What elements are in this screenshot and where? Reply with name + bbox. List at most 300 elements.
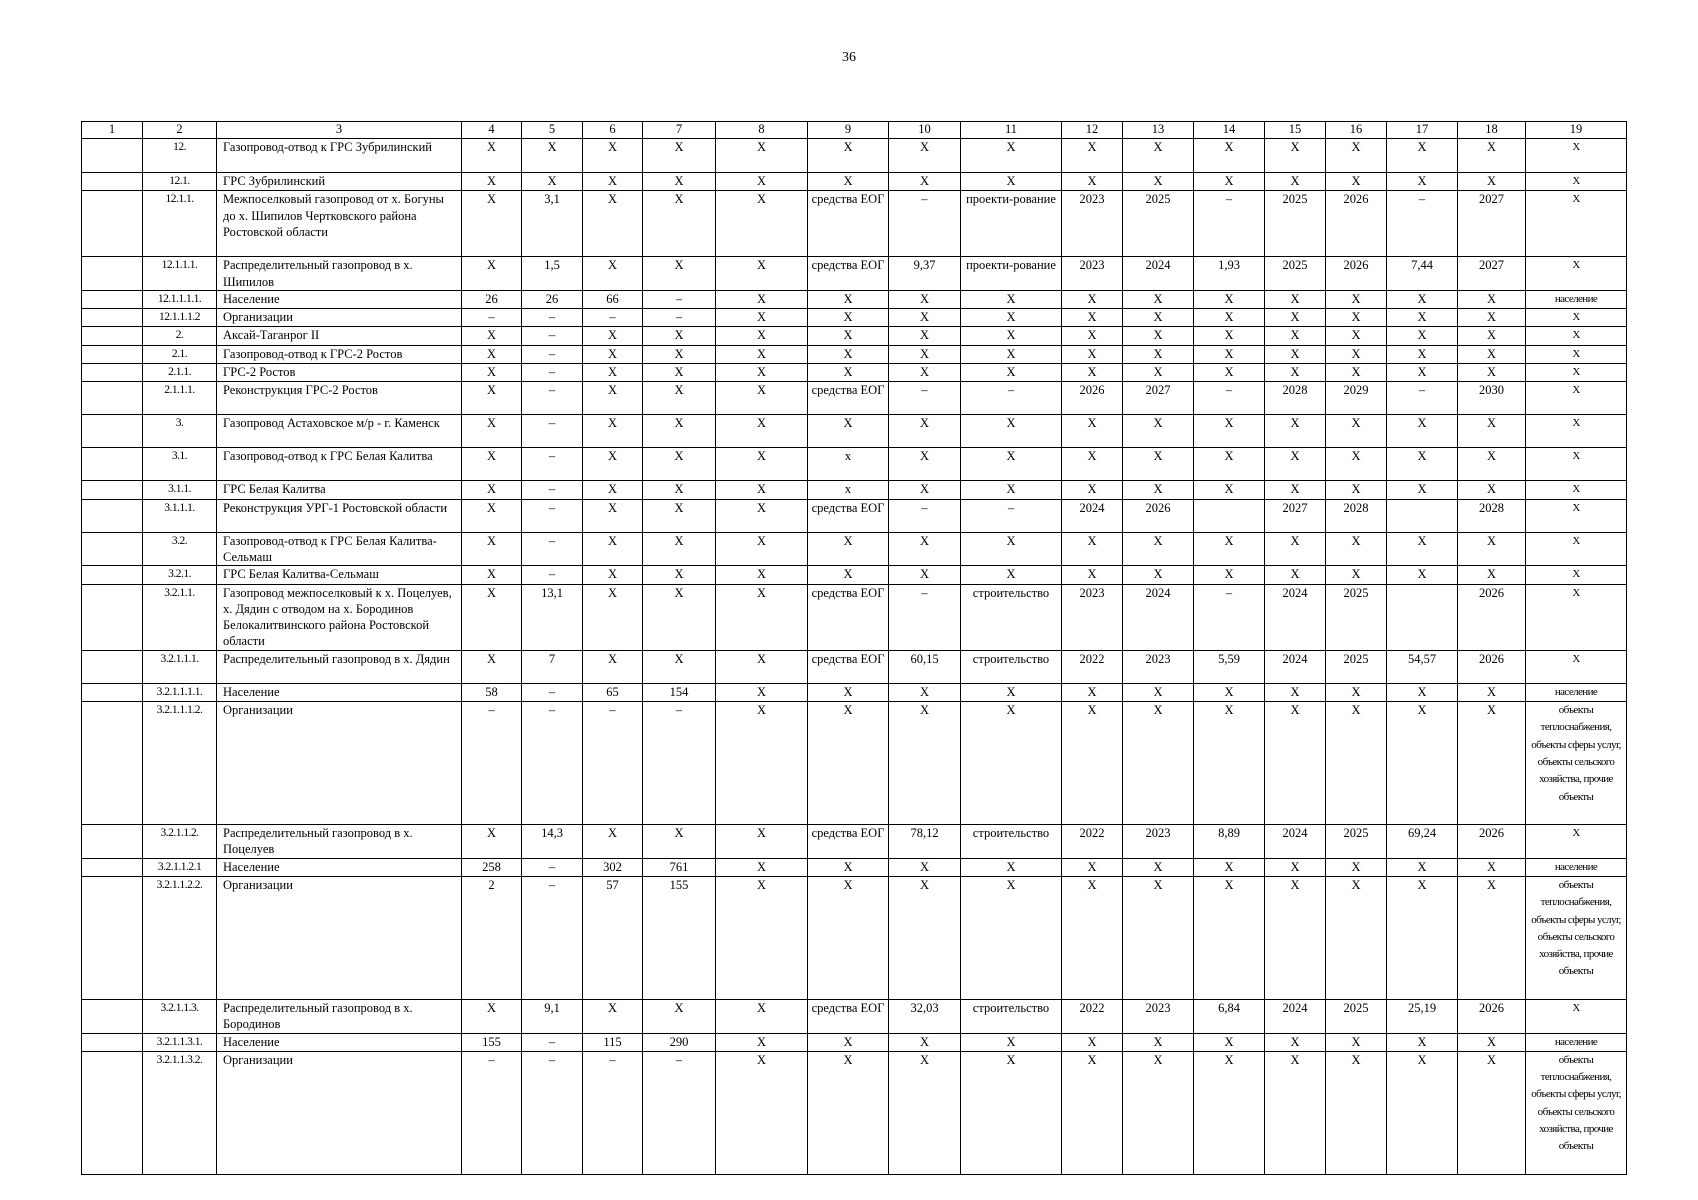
object-name-cell: Газопровод Астаховское м/р - г. Каменск — [217, 415, 462, 448]
consumer-category-cell: X — [1526, 327, 1627, 345]
table-cell: 1,5 — [522, 257, 583, 291]
row-code-cell: 3.2. — [143, 532, 217, 566]
table-cell: 60,15 — [889, 650, 961, 683]
table-cell: 7 — [522, 650, 583, 683]
table-cell: – — [462, 309, 522, 327]
table-cell: X — [961, 683, 1062, 701]
table-cell — [82, 257, 143, 291]
table-cell: 2023 — [1123, 825, 1194, 859]
table-cell: X — [583, 499, 643, 532]
row-code-cell: 3.1.1.1. — [143, 499, 217, 532]
table-cell: – — [1194, 382, 1265, 415]
table-cell: X — [1194, 309, 1265, 327]
gas-pipeline-table — [81, 121, 1627, 1175]
table-row — [82, 309, 1627, 327]
table-cell: X — [643, 825, 716, 859]
table-cell: X — [1326, 1051, 1387, 1174]
consumer-category-cell: X — [1526, 257, 1627, 291]
table-cell: 69,24 — [1387, 825, 1458, 859]
row-code-cell: 3.2.1.1.2.1 — [143, 858, 217, 876]
object-name-cell: Реконструкция УРГ-1 Ростовской области — [217, 499, 462, 532]
table-cell: – — [961, 499, 1062, 532]
table-cell: X — [462, 364, 522, 382]
table-cell: X — [1194, 858, 1265, 876]
table-cell — [82, 566, 143, 584]
table-cell: 2024 — [1123, 584, 1194, 650]
table-cell: 2024 — [1265, 825, 1326, 859]
table-cell: X — [716, 257, 808, 291]
row-code-cell: 3.2.1.1.1. — [143, 650, 217, 683]
consumer-category-cell: население — [1526, 683, 1627, 701]
table-cell: X — [716, 290, 808, 308]
table-cell: X — [808, 364, 889, 382]
table-cell: 6,84 — [1194, 999, 1265, 1033]
row-code-cell: 12. — [143, 139, 217, 173]
table-cell: X — [889, 345, 961, 363]
table-cell: X — [643, 415, 716, 448]
table-cell: X — [462, 139, 522, 173]
table-cell: 58 — [462, 683, 522, 701]
table-cell: X — [1265, 1033, 1326, 1051]
table-cell: – — [522, 364, 583, 382]
table-cell: X — [1194, 683, 1265, 701]
table-cell: X — [1123, 1051, 1194, 1174]
table-cell: 2025 — [1326, 825, 1387, 859]
table-cell: X — [1062, 683, 1123, 701]
table-row — [82, 702, 1627, 825]
table-cell: 65 — [583, 683, 643, 701]
table-cell: проекти-рование — [961, 257, 1062, 291]
row-code-cell: 12.1.1.1.1. — [143, 290, 217, 308]
table-cell: 3,1 — [522, 191, 583, 257]
table-cell: X — [961, 532, 1062, 566]
row-code-cell: 3.2.1.1. — [143, 584, 217, 650]
table-cell — [82, 309, 143, 327]
table-cell: – — [522, 566, 583, 584]
table-cell: X — [522, 173, 583, 191]
table-cell: X — [961, 345, 1062, 363]
table-row — [82, 499, 1627, 532]
table-cell: X — [808, 309, 889, 327]
consumer-category-cell: X — [1526, 999, 1627, 1033]
table-cell: средства ЕОГ — [808, 499, 889, 532]
table-cell: X — [1387, 290, 1458, 308]
consumer-category-cell: X — [1526, 415, 1627, 448]
table-cell: средства ЕОГ — [808, 382, 889, 415]
table-cell: X — [1387, 173, 1458, 191]
table-row — [82, 683, 1627, 701]
table-cell: X — [1326, 532, 1387, 566]
table-cell: средства ЕОГ — [808, 999, 889, 1033]
object-name-cell: Межпоселковый газопровод от х. Богуны до х. Шипилов Чертковского района Ростовской области — [217, 191, 462, 257]
table-cell: 2025 — [1123, 191, 1194, 257]
table-cell: 2023 — [1062, 257, 1123, 291]
table-cell: X — [643, 532, 716, 566]
table-cell: X — [1326, 290, 1387, 308]
table-cell: 9,1 — [522, 999, 583, 1033]
table-cell: X — [1194, 532, 1265, 566]
row-code-cell: 3.2.1.1.1.2. — [143, 702, 217, 825]
table-cell: – — [522, 683, 583, 701]
table-cell: X — [1326, 566, 1387, 584]
object-name-cell: Аксай-Таганрог II — [217, 327, 462, 345]
table-cell: средства ЕОГ — [808, 191, 889, 257]
row-code-cell: 2. — [143, 327, 217, 345]
table-cell: X — [1458, 566, 1526, 584]
table-cell: X — [1387, 345, 1458, 363]
table-cell: 2026 — [1458, 650, 1526, 683]
table-cell: X — [583, 825, 643, 859]
table-cell: – — [889, 499, 961, 532]
object-name-cell: ГРС Зубрилинский — [217, 173, 462, 191]
table-cell: X — [889, 1051, 961, 1174]
table-row — [82, 876, 1627, 999]
table-cell: 78,12 — [889, 825, 961, 859]
table-cell: X — [583, 532, 643, 566]
table-cell: X — [1123, 415, 1194, 448]
consumer-category-cell: X — [1526, 650, 1627, 683]
table-cell: X — [808, 702, 889, 825]
table-cell: X — [1123, 858, 1194, 876]
table-cell: X — [808, 566, 889, 584]
table-cell: X — [643, 257, 716, 291]
table-cell: X — [1326, 448, 1387, 481]
table-cell: X — [716, 415, 808, 448]
table-cell: 9,37 — [889, 257, 961, 291]
table-row — [82, 1033, 1627, 1051]
table-cell: 2030 — [1458, 382, 1526, 415]
table-cell: 2024 — [1123, 257, 1194, 291]
table-cell: X — [716, 345, 808, 363]
table-cell: 66 — [583, 290, 643, 308]
table-cell: 2026 — [1458, 999, 1526, 1033]
table-cell: X — [961, 290, 1062, 308]
table-cell — [82, 584, 143, 650]
table-cell: 2022 — [1062, 650, 1123, 683]
table-cell: X — [1123, 481, 1194, 499]
table-cell: средства ЕОГ — [808, 584, 889, 650]
table-cell: – — [643, 1051, 716, 1174]
table-cell: – — [462, 1051, 522, 1174]
table-cell: средства ЕОГ — [808, 650, 889, 683]
table-cell: X — [1194, 327, 1265, 345]
table-cell: 2026 — [1458, 584, 1526, 650]
row-code-cell: 3.2.1.1.2.2. — [143, 876, 217, 999]
table-cell: X — [716, 825, 808, 859]
consumer-category-cell: X — [1526, 584, 1627, 650]
table-cell: X — [1265, 683, 1326, 701]
consumer-category-cell: X — [1526, 825, 1627, 859]
table-cell: X — [1326, 309, 1387, 327]
table-cell: X — [583, 584, 643, 650]
table-cell: X — [716, 566, 808, 584]
table-cell — [82, 1051, 143, 1174]
table-cell: X — [1387, 481, 1458, 499]
table-cell — [82, 415, 143, 448]
table-cell: X — [1387, 876, 1458, 999]
table-cell: X — [716, 584, 808, 650]
table-cell: – — [643, 702, 716, 825]
row-code-cell: 12.1.1.1. — [143, 257, 217, 291]
table-cell: X — [1326, 327, 1387, 345]
table-cell: X — [808, 858, 889, 876]
consumer-category-cell: объекты теплоснабжения, объекты сферы услуг, объекты сельского хозяйства, прочие объекты — [1526, 702, 1627, 825]
consumer-category-cell: X — [1526, 448, 1627, 481]
table-cell: X — [462, 257, 522, 291]
table-cell: средства ЕОГ — [808, 257, 889, 291]
table-cell: X — [1123, 364, 1194, 382]
table-cell: 2025 — [1326, 999, 1387, 1033]
consumer-category-cell: население — [1526, 290, 1627, 308]
table-cell: X — [1387, 448, 1458, 481]
table-cell: X — [462, 584, 522, 650]
table-cell: X — [1062, 448, 1123, 481]
table-cell: X — [1265, 139, 1326, 173]
table-cell: X — [1458, 309, 1526, 327]
table-cell: X — [961, 448, 1062, 481]
table-cell: X — [1458, 290, 1526, 308]
table-cell: проекти-рование — [961, 191, 1062, 257]
object-name-cell: Газопровод-отвод к ГРС Белая Калитва — [217, 448, 462, 481]
row-code-cell: 3. — [143, 415, 217, 448]
table-cell — [82, 382, 143, 415]
table-cell: X — [889, 290, 961, 308]
object-name-cell: Распределительный газопровод в х. Бородинов — [217, 999, 462, 1033]
table-cell: X — [643, 139, 716, 173]
table-cell: X — [462, 448, 522, 481]
table-cell: X — [462, 415, 522, 448]
table-cell: – — [961, 382, 1062, 415]
table-cell: X — [462, 999, 522, 1033]
table-cell: X — [1123, 139, 1194, 173]
table-cell: 5,59 — [1194, 650, 1265, 683]
row-code-cell: 2.1. — [143, 345, 217, 363]
table-cell: X — [1387, 566, 1458, 584]
row-code-cell: 2.1.1. — [143, 364, 217, 382]
table-cell: X — [1458, 448, 1526, 481]
table-cell: X — [1123, 683, 1194, 701]
table-row — [82, 173, 1627, 191]
table-cell: X — [1265, 481, 1326, 499]
table-cell: X — [643, 481, 716, 499]
table-cell: X — [716, 650, 808, 683]
table-cell: 258 — [462, 858, 522, 876]
table-cell: X — [1387, 139, 1458, 173]
table-cell: X — [583, 650, 643, 683]
table-cell: X — [1387, 1033, 1458, 1051]
table-cell: X — [1265, 876, 1326, 999]
table-cell: 2026 — [1326, 257, 1387, 291]
table-cell: X — [1387, 1051, 1458, 1174]
table-cell: X — [1062, 1051, 1123, 1174]
consumer-category-cell: X — [1526, 345, 1627, 363]
object-name-cell: Население — [217, 1033, 462, 1051]
table-row — [82, 481, 1627, 499]
row-code-cell: 12.1.1.1.2 — [143, 309, 217, 327]
table-row — [82, 584, 1627, 650]
table-cell: X — [462, 499, 522, 532]
table-cell: X — [1458, 702, 1526, 825]
table-cell: строительство — [961, 584, 1062, 650]
table-cell: X — [1123, 876, 1194, 999]
table-cell: X — [716, 139, 808, 173]
table-cell: – — [1194, 191, 1265, 257]
table-cell: X — [1458, 858, 1526, 876]
table-cell: X — [808, 532, 889, 566]
table-cell: 2028 — [1326, 499, 1387, 532]
table-cell: X — [1458, 532, 1526, 566]
table-cell: X — [1265, 1051, 1326, 1174]
table-cell: X — [716, 327, 808, 345]
table-cell: X — [1123, 345, 1194, 363]
table-cell: X — [808, 327, 889, 345]
table-cell: X — [889, 532, 961, 566]
table-cell: X — [583, 481, 643, 499]
table-cell: 2026 — [1123, 499, 1194, 532]
table-cell: X — [1062, 481, 1123, 499]
table-cell: X — [716, 481, 808, 499]
table-cell: X — [1458, 415, 1526, 448]
table-cell: – — [522, 702, 583, 825]
table-cell: X — [716, 1051, 808, 1174]
table-cell: X — [961, 173, 1062, 191]
table-cell: X — [1062, 566, 1123, 584]
table-cell — [82, 139, 143, 173]
table-row — [82, 345, 1627, 363]
table-row — [82, 257, 1627, 291]
table-cell: X — [643, 382, 716, 415]
table-cell: X — [1062, 858, 1123, 876]
table-cell: X — [1062, 364, 1123, 382]
table-cell: X — [1326, 858, 1387, 876]
table-cell: – — [522, 448, 583, 481]
table-cell: X — [961, 309, 1062, 327]
table-cell: X — [1194, 415, 1265, 448]
table-cell: X — [1123, 309, 1194, 327]
table-cell: X — [961, 415, 1062, 448]
row-code-cell: 3.2.1.1.2. — [143, 825, 217, 859]
table-cell: X — [961, 876, 1062, 999]
table-row — [82, 327, 1627, 345]
table-cell: X — [961, 566, 1062, 584]
table-cell: X — [583, 364, 643, 382]
table-cell: 26 — [522, 290, 583, 308]
table-cell: X — [583, 382, 643, 415]
table-cell: X — [961, 702, 1062, 825]
table-cell: X — [889, 364, 961, 382]
table-cell: 302 — [583, 858, 643, 876]
table-cell: X — [716, 876, 808, 999]
table-cell: 2023 — [1062, 584, 1123, 650]
consumer-category-cell: X — [1526, 191, 1627, 257]
table-cell: – — [522, 309, 583, 327]
table-cell: 13,1 — [522, 584, 583, 650]
table-cell — [82, 448, 143, 481]
table-cell: X — [1194, 448, 1265, 481]
table-cell: 155 — [643, 876, 716, 999]
object-name-cell: Газопровод-отвод к ГРС-2 Ростов — [217, 345, 462, 363]
table-cell: X — [1387, 309, 1458, 327]
table-cell: X — [1194, 702, 1265, 825]
table-cell: X — [1123, 702, 1194, 825]
column-number-cell: 1 — [82, 122, 143, 139]
table-cell: X — [1387, 683, 1458, 701]
table-cell: X — [462, 345, 522, 363]
table-row — [82, 825, 1627, 859]
table-cell — [82, 650, 143, 683]
table-cell: – — [522, 532, 583, 566]
table-cell: средства ЕОГ — [808, 825, 889, 859]
table-cell: X — [716, 364, 808, 382]
table-cell: X — [1062, 309, 1123, 327]
object-name-cell: Газопровод межпоселковый к х. Поцелуев, х. Дядин с отводом на х. Бородинов Белокалитвинского района Ростовской области — [217, 584, 462, 650]
table-cell — [82, 327, 143, 345]
consumer-category-cell: население — [1526, 1033, 1627, 1051]
table-cell: X — [1387, 364, 1458, 382]
table-cell — [82, 481, 143, 499]
table-cell: 7,44 — [1387, 257, 1458, 291]
table-cell: X — [1326, 683, 1387, 701]
table-cell: X — [583, 139, 643, 173]
table-cell: X — [716, 173, 808, 191]
table-cell: 761 — [643, 858, 716, 876]
consumer-category-cell: X — [1526, 532, 1627, 566]
table-cell: X — [1326, 876, 1387, 999]
consumer-category-cell: X — [1526, 566, 1627, 584]
table-cell: – — [522, 382, 583, 415]
table-cell: x — [808, 448, 889, 481]
table-cell: X — [1387, 415, 1458, 448]
table-row — [82, 364, 1627, 382]
table-cell: X — [643, 999, 716, 1033]
column-number-cell: 4 — [462, 122, 522, 139]
table-cell: X — [961, 364, 1062, 382]
table-cell: X — [1265, 364, 1326, 382]
table-cell: 2023 — [1123, 999, 1194, 1033]
object-name-cell: Распределительный газопровод в х. Дядин — [217, 650, 462, 683]
table-row — [82, 1051, 1627, 1174]
table-cell: X — [1194, 1051, 1265, 1174]
table-cell: X — [716, 1033, 808, 1051]
table-row — [82, 290, 1627, 308]
table-cell: строительство — [961, 650, 1062, 683]
column-number-cell: 14 — [1194, 122, 1265, 139]
table-cell: X — [1265, 702, 1326, 825]
table-cell: X — [522, 139, 583, 173]
table-cell: 2024 — [1265, 999, 1326, 1033]
table-cell: X — [716, 309, 808, 327]
table-cell: 2025 — [1265, 191, 1326, 257]
table-cell: X — [583, 191, 643, 257]
table-cell: X — [1123, 448, 1194, 481]
object-name-cell: Население — [217, 290, 462, 308]
table-cell: X — [1458, 139, 1526, 173]
table-cell: X — [1194, 173, 1265, 191]
table-cell: X — [1458, 876, 1526, 999]
table-cell — [1387, 499, 1458, 532]
table-cell: X — [1265, 415, 1326, 448]
table-cell: – — [1387, 382, 1458, 415]
table-cell: – — [1387, 191, 1458, 257]
table-cell — [1387, 584, 1458, 650]
table-cell: X — [462, 382, 522, 415]
table-cell: X — [716, 191, 808, 257]
table-cell: X — [583, 566, 643, 584]
table-cell — [82, 683, 143, 701]
table-cell: X — [1326, 139, 1387, 173]
table-cell: – — [889, 584, 961, 650]
table-cell: X — [1458, 1051, 1526, 1174]
